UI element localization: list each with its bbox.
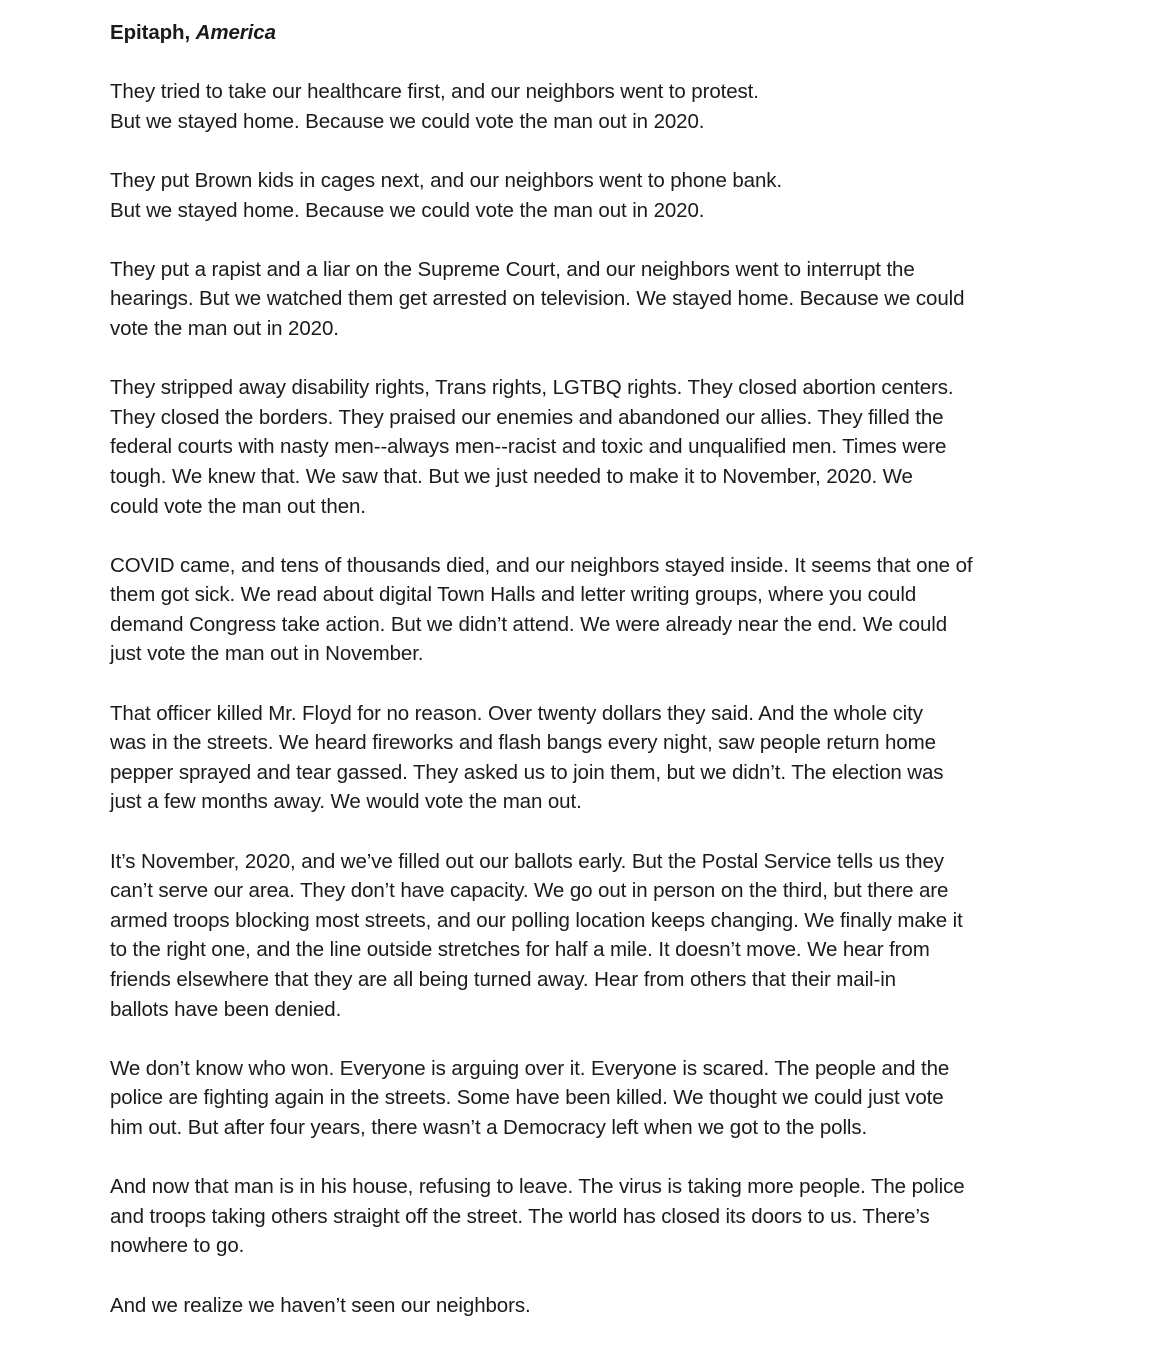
paragraph-line: police are fighting again in the streets. Some have been killed. We thought we could just vote [110, 1086, 944, 1110]
paragraph-line: COVID came, and tens of thousands died, and our neighbors stayed inside. It seems that one of [110, 553, 973, 577]
document-body [110, 77, 1070, 1320]
document-page [110, 18, 1070, 1350]
paragraph-line: ballots have been denied. [110, 997, 342, 1021]
paragraph-line: hearings. But we watched them get arrested on television. We stayed home. Because we could [110, 287, 965, 311]
paragraph-line: It’s November, 2020, and we’ve filled out our ballots early. But the Postal Service tells us they [110, 849, 944, 873]
paragraph-line: pepper sprayed and tear gassed. They asked us to join them, but we didn’t. The election was [110, 760, 944, 784]
paragraph-line: and troops taking others straight off the street. The world has closed its doors to us. There’s [110, 1204, 930, 1228]
paragraph-line: them got sick. We read about digital Town Halls and letter writing groups, where you could [110, 583, 917, 607]
paragraph-line: to the right one, and the line outside stretches for half a mile. It doesn’t move. We hear from [110, 938, 930, 962]
paragraph-line: nowhere to go. [110, 1234, 245, 1258]
paragraph-line: That officer killed Mr. Floyd for no reason. Over twenty dollars they said. And the whole city [110, 701, 923, 725]
paragraph [110, 373, 1070, 521]
title-text: Epitaph, [110, 21, 196, 44]
paragraph-line: him out. But after four years, there wasn’t a Democracy left when we got to the polls. [110, 1115, 868, 1139]
paragraph [110, 1291, 1070, 1321]
paragraph [110, 1172, 1070, 1261]
paragraph [110, 847, 1070, 1025]
paragraph-line: just a few months away. We would vote the man out. [110, 790, 582, 814]
paragraph-line: federal courts with nasty men--always men--racist and toxic and unqualified men. Times were [110, 435, 947, 459]
paragraph [110, 699, 1070, 817]
paragraph [110, 551, 1070, 669]
paragraph-line: We don’t know who won. Everyone is arguing over it. Everyone is scared. The people and the [110, 1056, 950, 1080]
paragraph-line: They tried to take our healthcare first, and our neighbors went to protest. [110, 80, 759, 104]
paragraph-line: could vote the man out then. [110, 494, 366, 518]
document-title [110, 18, 1070, 48]
paragraph-line: tough. We knew that. We saw that. But we just needed to make it to November, 2020. We [110, 464, 913, 488]
paragraph-line: But we stayed home. Because we could vote the man out in 2020. [110, 109, 705, 133]
paragraph-line: They stripped away disability rights, Trans rights, LGTBQ rights. They closed abortion centers. [110, 376, 954, 400]
paragraph-line: They closed the borders. They praised our enemies and abandoned our allies. They filled the [110, 405, 944, 429]
paragraph-line: They put Brown kids in cages next, and our neighbors went to phone bank. [110, 168, 783, 192]
paragraph-line: vote the man out in 2020. [110, 316, 339, 340]
paragraph [110, 1054, 1070, 1143]
paragraph [110, 255, 1070, 344]
paragraph-line: And we realize we haven’t seen our neighbors. [110, 1293, 531, 1317]
paragraph-line: armed troops blocking most streets, and our polling location keeps changing. We finally make it [110, 908, 963, 932]
paragraph-line: And now that man is in his house, refusing to leave. The virus is taking more people. The police [110, 1175, 965, 1199]
paragraph [110, 77, 1070, 136]
paragraph-line: was in the streets. We heard fireworks and flash bangs every night, saw people return home [110, 731, 936, 755]
paragraph-line: friends elsewhere that they are all being turned away. Hear from others that their mail-in [110, 968, 896, 991]
paragraph-line: can’t serve our area. They don’t have capacity. We go out in person on the third, but there are [110, 879, 949, 903]
paragraph-line: just vote the man out in November. [110, 642, 424, 666]
paragraph-line: But we stayed home. Because we could vote the man out in 2020. [110, 198, 705, 222]
title-italic-text: America [195, 21, 276, 44]
paragraph-line: They put a rapist and a liar on the Supreme Court, and our neighbors went to interrupt the [110, 257, 915, 281]
paragraph-line: demand Congress take action. But we didn’t attend. We were already near the end. We could [110, 612, 948, 636]
paragraph [110, 166, 1070, 225]
